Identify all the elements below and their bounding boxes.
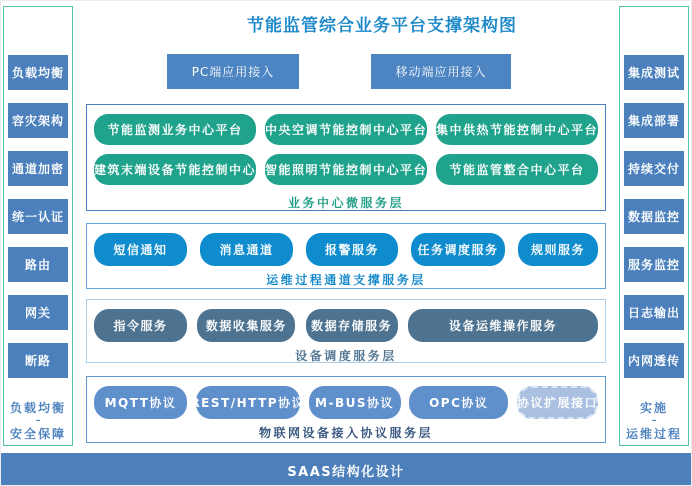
caption-line: 安全保障	[9, 427, 66, 442]
node-service-monitoring: 服务监控	[624, 247, 684, 282]
node-device-ops-service: 设备运维操作服务	[408, 309, 598, 342]
node-integration-test: 集成测试	[624, 55, 684, 90]
layer-label: 物联网设备接入协议服务层	[258, 426, 433, 440]
node-smart-lighting-platform: 智能照明节能控制中心平台	[265, 154, 427, 185]
node-pc-app-access: PC端应用接入	[167, 54, 299, 89]
layer-row	[94, 154, 598, 185]
node-gateway: 网关	[8, 295, 68, 330]
node-heating-control-platform: 集中供热节能控制中心平台	[436, 114, 598, 145]
layer-business-microservice	[86, 104, 606, 211]
layer-label: 运维过程通道支撑服务层	[266, 273, 426, 287]
left-capability-column	[3, 6, 73, 446]
layer-row	[94, 114, 598, 145]
node-disaster-recovery: 容灾架构	[8, 103, 68, 138]
node-continuous-delivery: 持续交付	[624, 151, 684, 186]
node-rest-http-protocol: REST/HTTP协议	[196, 386, 300, 419]
node-rule-service: 规则服务	[518, 233, 598, 266]
node-opc-protocol: OPC协议	[409, 386, 508, 419]
caption-dash: –	[651, 416, 657, 426]
node-intranet-passthrough: 内网透传	[624, 343, 684, 378]
node-energy-monitoring-platform: 节能监测业务中心平台	[94, 114, 256, 145]
node-mbus-protocol: M-BUS协议	[309, 386, 401, 419]
node-supervision-integration-platform: 节能监管整合中心平台	[436, 154, 598, 185]
node-mqtt-protocol: MQTT协议	[94, 386, 187, 419]
node-alarm-service: 报警服务	[306, 233, 398, 266]
caption-dash: –	[35, 416, 41, 426]
node-integration-deploy: 集成部署	[624, 103, 684, 138]
node-sms-notify: 短信通知	[94, 233, 187, 266]
layer-label: 业务中心微服务层	[287, 196, 404, 210]
layer-label: 设备调度服务层	[295, 349, 397, 363]
node-message-channel: 消息通道	[200, 233, 293, 266]
right-column-caption	[626, 401, 682, 442]
layer-channel-support	[86, 223, 606, 289]
layer-row	[94, 386, 598, 419]
layer-row	[94, 309, 598, 342]
diagram-title: 节能监管综合业务平台支撑架构图	[247, 16, 517, 36]
node-protocol-extension: 协议扩展接口	[517, 386, 598, 419]
node-mobile-app-access: 移动端应用接入	[371, 54, 511, 89]
node-data-storage-service: 数据存储服务	[306, 309, 398, 342]
node-routing: 路由	[8, 247, 68, 282]
node-command-service: 指令服务	[94, 309, 187, 342]
node-terminal-device-control: 建筑末端设备节能控制中心	[94, 154, 256, 185]
node-hvac-control-platform: 中央空调节能控制中心平台	[265, 114, 427, 145]
node-circuit-break: 断路	[8, 343, 68, 378]
caption-line: 实施	[639, 401, 668, 415]
layer-iot-protocol	[86, 376, 606, 443]
caption-line: 运维过程	[625, 427, 682, 442]
node-channel-encryption: 通道加密	[8, 151, 68, 186]
caption-line: 负载均衡	[9, 401, 66, 415]
node-log-output: 日志输出	[624, 295, 684, 330]
node-unified-auth: 统一认证	[8, 199, 68, 234]
left-column-caption	[10, 401, 66, 442]
layer-device-dispatch	[86, 299, 606, 363]
right-capability-column	[619, 6, 689, 446]
node-data-collection-service: 数据收集服务	[197, 309, 295, 342]
node-data-monitoring: 数据监控	[624, 199, 684, 234]
layer-row	[94, 233, 598, 266]
saas-structure-bar: SAAS结构化设计	[1, 453, 691, 486]
node-task-scheduling-service: 任务调度服务	[411, 233, 505, 266]
node-load-balancing: 负载均衡	[8, 55, 68, 90]
